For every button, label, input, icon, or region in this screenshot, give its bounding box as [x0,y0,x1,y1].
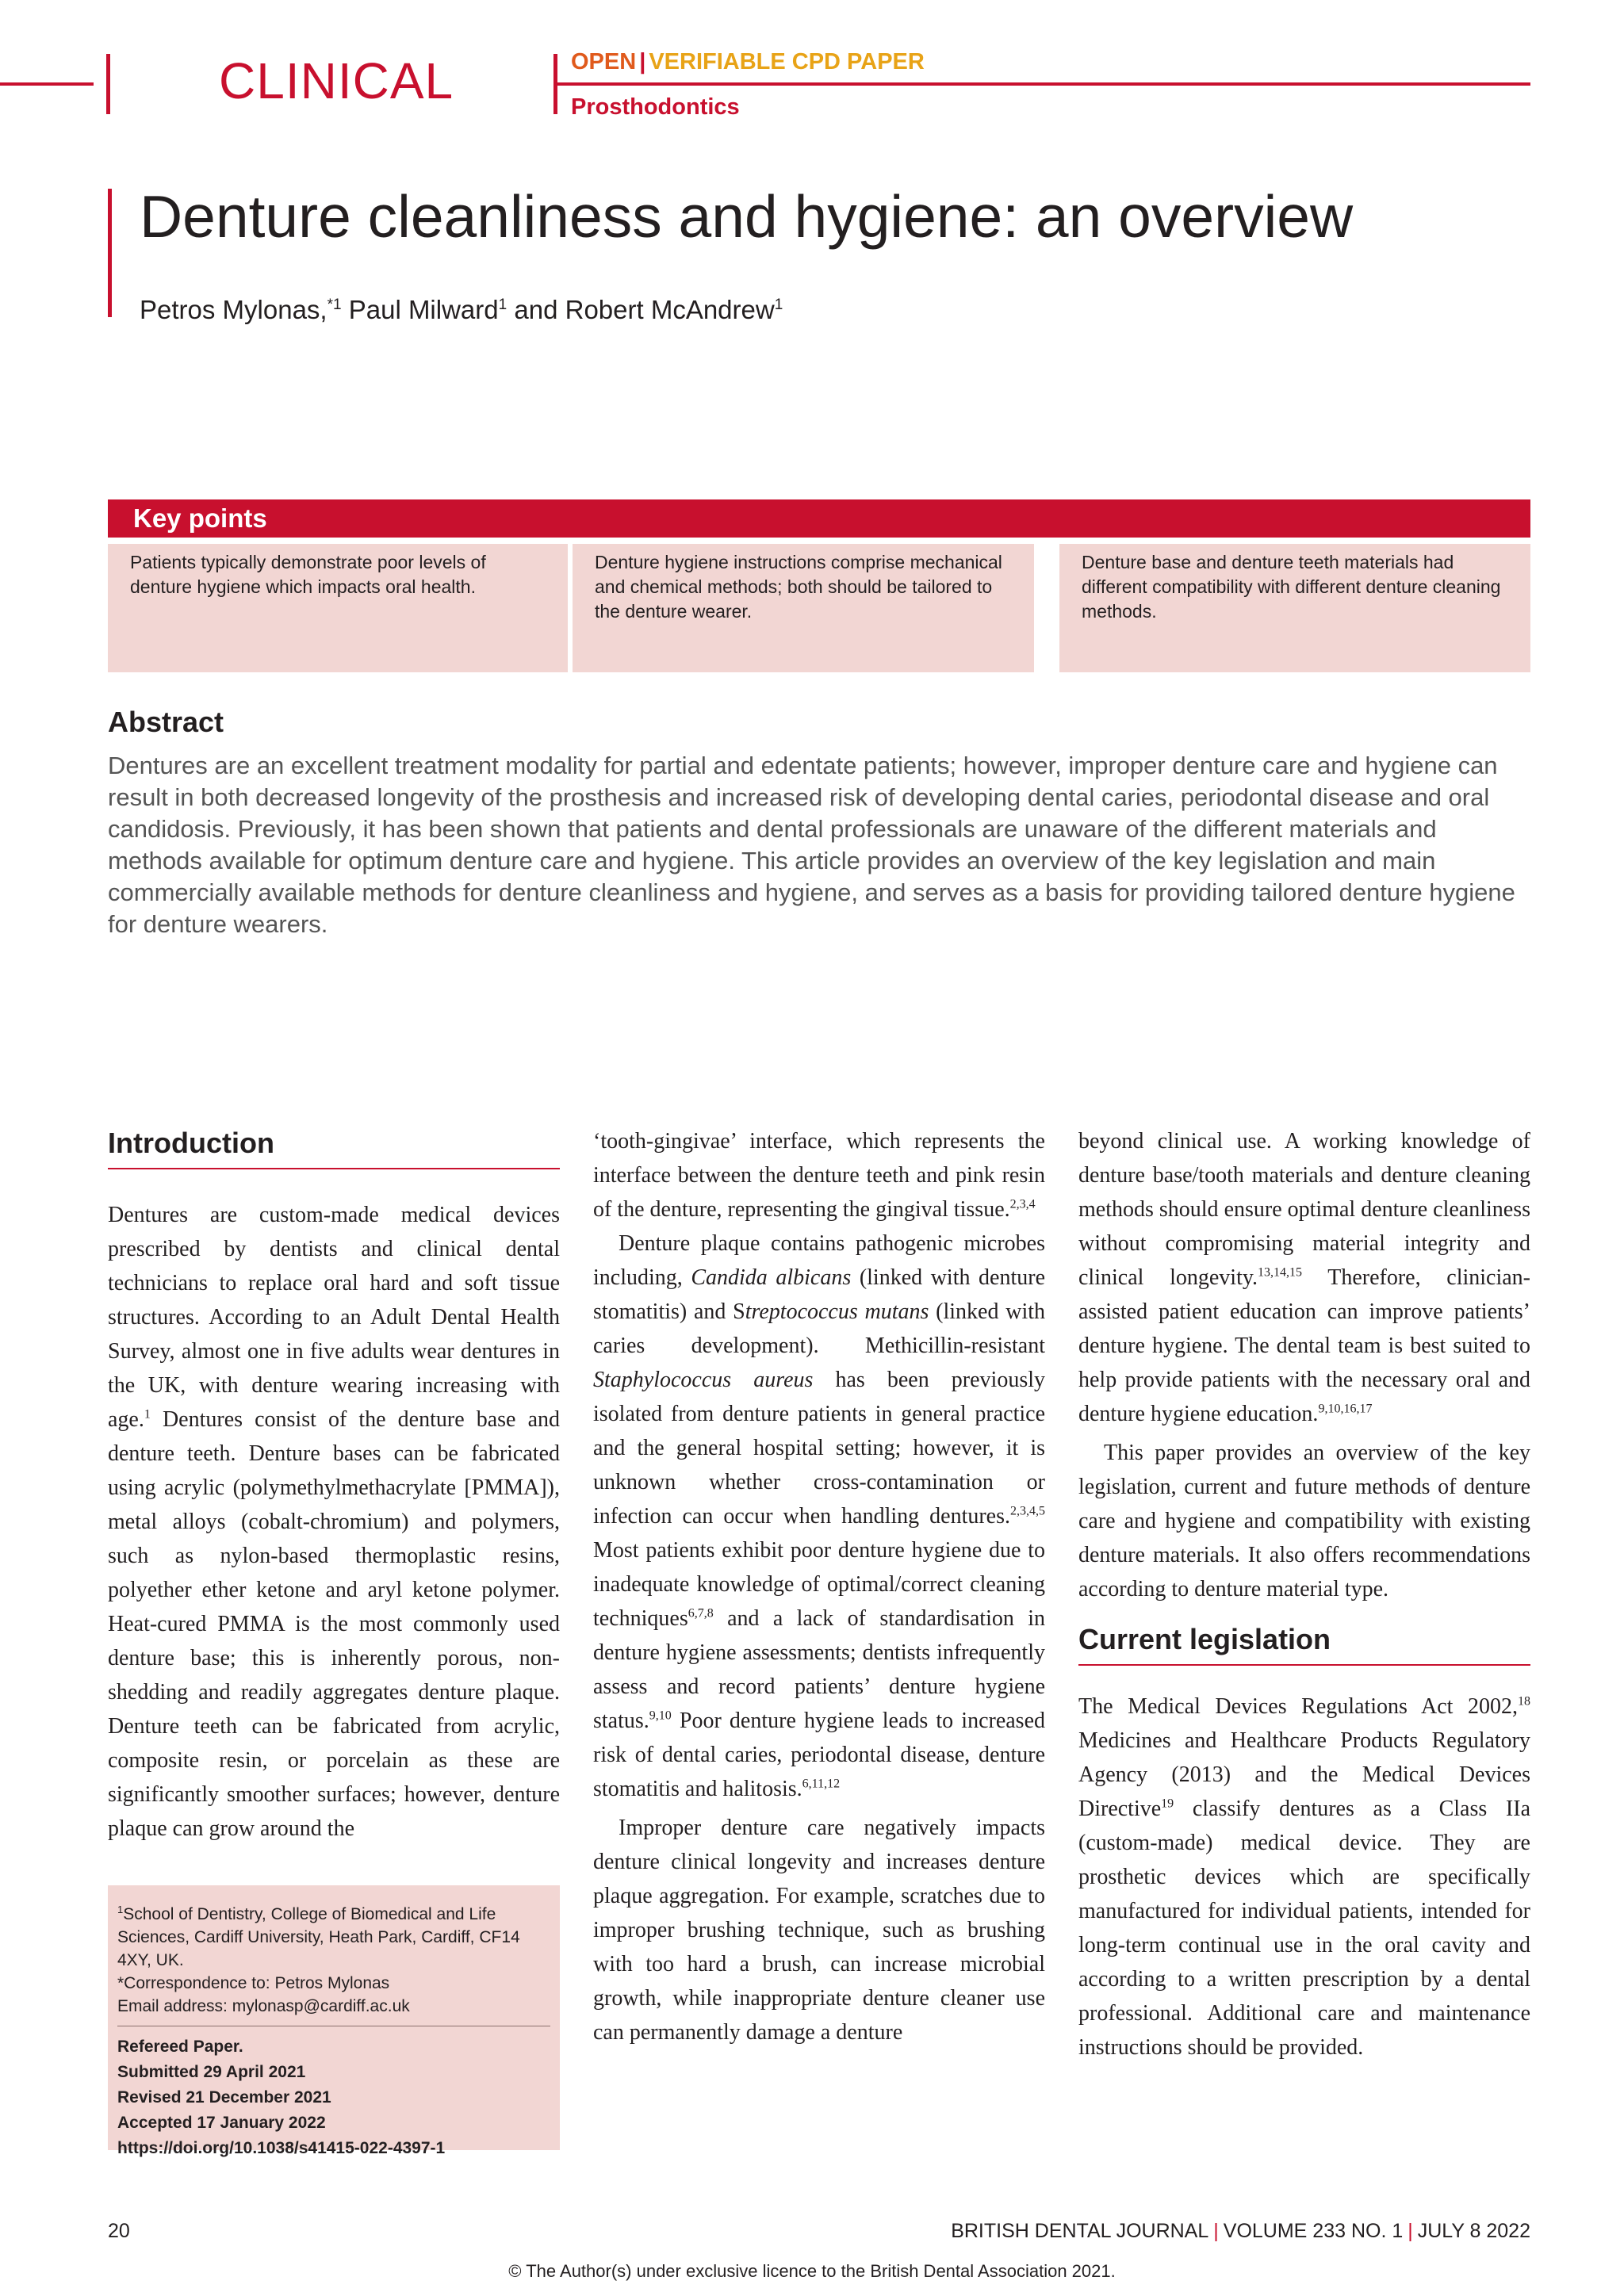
header-rule-right [557,82,1530,86]
accepted-date: Accepted 17 January 2022 [117,2114,326,2132]
author-name: and Robert McAndrew [507,295,775,324]
submitted-date: Submitted 29 April 2021 [117,2063,306,2081]
body-column-1 [108,1126,560,1846]
journal-date: JULY 8 2022 [1417,2220,1530,2242]
revised-date: Revised 21 December 2021 [117,2088,331,2107]
access-label [571,51,925,74]
header-rule-left [0,82,94,86]
doi-link[interactable]: https://doi.org/10.1038/s41415-022-4397-1 [117,2139,446,2157]
author-mark: *1 [327,297,342,313]
body-paragraph: Improper denture care negatively impacts denture clinical longevity and increases denture plaque aggregation. For example, scratches due to improper brushing technique, such as brushing with too hard a brush, can increase microbial growth, while inappropriate denture cleaner use can permanently damage a denture [593,1816,1045,2045]
cpd-label: VERIFIABLE CPD PAPER [649,49,925,75]
body-paragraph: This paper provides an overview of the key legislation, current and future methods of denture care and hygiene and compatibility with existing denture materials. It also offers recommendations according to denture material type. [1078,1441,1530,1601]
footer-separator: | [1408,2220,1413,2242]
body-column-3 [1078,1124,1530,2064]
page-number: 20 [108,2220,130,2242]
body-paragraph: ‘tooth-gingivae’ interface, which represents the interface between the denture teeth and pink resin of the denture, representing the gingival tissue.$^{2,3,4}$ [593,1129,1045,1222]
introduction-paragraph: Dentures are custom-made medical devices prescribed by dentists and clinical dental technicians to replace oral hard and soft tissue structures. According to an Adult Dental Health Survey, almost one in five adults wear dentures in the UK, with denture wearing increasing with age.$^1$ Dentures consist of the denture base and denture teeth. Denture bases can be fabricated using acrylic (polymethylmethacrylate [PMMA]), metal alloys (cobalt-chromium) and polymers, such as nylon-based thermoplastic resins, polyether ether ketone and aryl ketone polymer. Heat-cured PMMA is the most commonly used denture base; this is inherently porous, non-shedding and readily aggregates denture plaque. Denture teeth can be fabricated from acrylic, composite resin, or porcelain as these are significantly smoother surfaces; however, denture plaque can grow around the [108,1203,560,1841]
journal-volume: VOLUME 233 NO. 1 [1223,2220,1404,2242]
key-point-2: Denture hygiene instructions comprise mechanical and chemical methods; both should be tailored to the denture wearer. [573,544,1034,672]
affiliation-box [108,1885,560,2157]
journal-name: BRITISH DENTAL JOURNAL [951,2220,1209,2242]
open-access-label: OPEN [571,49,637,75]
key-points-heading: Key points [108,499,1530,538]
body-paragraph: Denture plaque contains pathogenic microbes including, Candida albicans (linked with denture stomatitis) and Streptococcus mutans (linked with caries development). Methicillin-resistant Staphylococcus aureus has been previously isolated from denture patients in general practice and the general hospital setting; however, it is unknown whether cross-contamination or infection can occur when handling dentures.$^{2,3,4,5}$ Most patients exhibit poor denture hygiene due to inadequate knowledge of optimal/correct cleaning techniques$^{6,7,8}$ and a lack of standardisation in denture hygiene assessments; dentists infrequently assess and record patients’ denture hygiene status.$^{9,10}$ Poor denture hygiene leads to increased risk of dental caries, periodontal disease, denture stomatitis and halitosis.$^{6,11,12}$ [593,1231,1045,1801]
header-separator: | [639,49,646,75]
legislation-heading: Current legislation [1078,1623,1331,1655]
abstract-heading: Abstract [108,706,224,738]
body-paragraph: beyond clinical use. A working knowledge of denture base/tooth materials and denture cleaning methods should ensure optimal denture cleanliness without compromising material integrity and clinical longevity.$^{13,14,15}$ Therefore, clinician-assisted patient education can improve patients’ denture hygiene. The dental team is best suited to help provide patients with the necessary oral and denture hygiene education.$^{9,10,16,17}$ [1078,1129,1530,1426]
key-point-3: Denture base and denture teeth materials had different compatibility with different denture cleaning methods. [1059,544,1530,672]
section-rule [1078,1664,1530,1666]
abstract-text: Dentures are an excellent treatment modality for partial and edentate patients; however, improper denture care and hygiene can result in both decreased longevity of the prosthesis and increased risk of developing dental caries, periodontal disease and oral candidosis. Previously, it has been shown that patients and dental professionals are unaware of the different materials and methods available for optimum denture care and hygiene. This article provides an overview of the key legislation and main commercially available methods for denture cleanliness and hygiene, and serves as a basis for providing tailored denture hygiene for denture wearers. [108,752,1515,938]
section-rule [108,1168,560,1169]
copyright-notice: © The Author(s) under exclusive licence to the British Dental Association 2021. [508,2261,1116,2281]
body-column-2 [593,1124,1045,2049]
footer-separator: | [1213,2220,1219,2242]
author-mark: 1 [498,297,508,313]
refereed-label: Refereed Paper. [117,2038,243,2056]
key-point-1: Patients typically demonstrate poor levels of denture hygiene which impacts oral health. [108,544,568,672]
affiliation-text: $^1$School of Dentistry, College of Biomedical and Life Sciences, Cardiff University, Heath Park, Cardiff, CF14 4XY, UK. [117,1904,520,1969]
body-paragraph: The Medical Devices Regulations Act 2002,18 Medicines and Healthcare Products Regulatory Agency (2013) and the Medical Devices Directive$^{19}$ classify dentures as a Class IIa (custom-made) medical device. They are prosthetic devices which are specifically manufactured for individual patients, intended for long-term continual use in the oral cavity and according to a written prescription by a dental professional. Additional care and maintenance instructions should be provided. [1078,1694,1530,2060]
email-text: Email address: mylonasp@cardiff.ac.uk [117,1997,410,2015]
author-mark: 1 [774,297,783,313]
author-list [140,295,783,325]
title-accent-bar [108,189,112,317]
header-divider-bar [106,54,110,114]
article-title: Denture cleanliness and hygiene: an overview [140,183,1354,250]
subsection-label: Prosthodontics [571,94,740,120]
author-name: Petros Mylonas, [140,295,327,324]
journal-citation [951,2220,1530,2243]
introduction-heading: Introduction [108,1127,274,1159]
author-name: Paul Milward [341,295,499,324]
section-label: CLINICAL [219,52,454,109]
correspondence-text: *Correspondence to: Petros Mylonas [117,1974,390,1992]
